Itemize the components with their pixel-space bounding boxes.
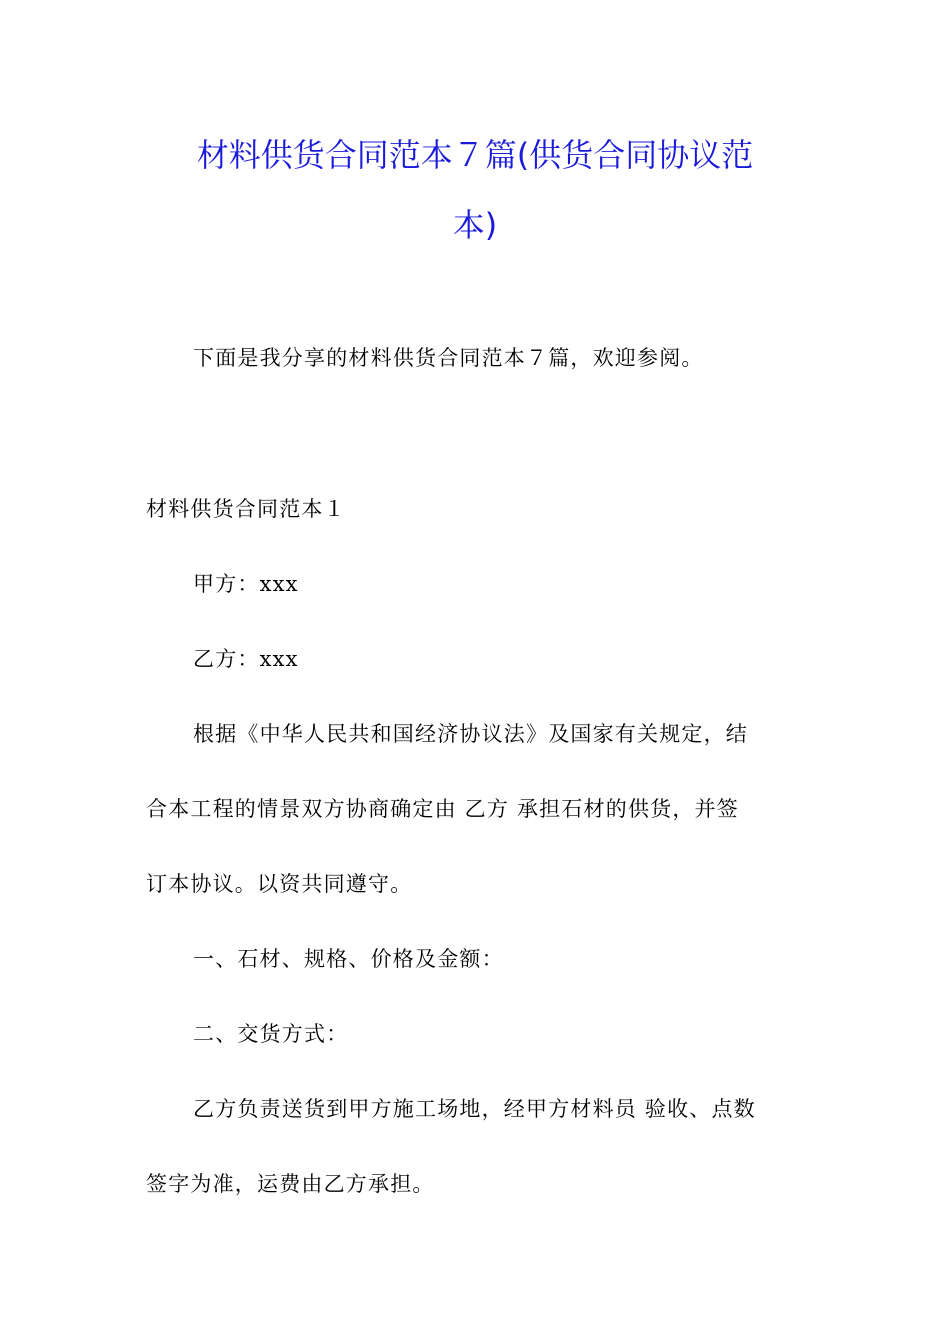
paragraph-1-line-2: 合本工程的情景双方协商确定由 乙方 承担石材的供货，并签 xyxy=(146,797,739,821)
intro-paragraph: 下面是我分享的材料供货合同范本７篇，欢迎参阅。 xyxy=(193,346,704,370)
paragraph-1-line-1: 根据《中华人民共和国经济协议法》及国家有关规定，结 xyxy=(193,722,748,746)
clause-item-2: 二、交货方式： xyxy=(193,1022,349,1046)
document-title-line-2: 本) xyxy=(452,206,498,244)
paragraph-2-line-1: 乙方负责送货到甲方施工场地，经甲方材料员 验收、点数 xyxy=(193,1097,756,1121)
party-a-line: 甲方：xxx xyxy=(193,572,299,596)
party-b-line: 乙方：xxx xyxy=(193,647,299,671)
paragraph-2-line-2: 签字为准，运费由乙方承担。 xyxy=(146,1172,435,1196)
paragraph-1-line-3: 订本协议。以资共同遵守。 xyxy=(146,872,413,896)
clause-item-1: 一、石材、规格、价格及金额： xyxy=(193,947,504,971)
section-heading: 材料供货合同范本１ xyxy=(146,497,346,521)
document-title-line-1: 材料供货合同范本７篇(供货合同协议范 xyxy=(196,136,754,174)
